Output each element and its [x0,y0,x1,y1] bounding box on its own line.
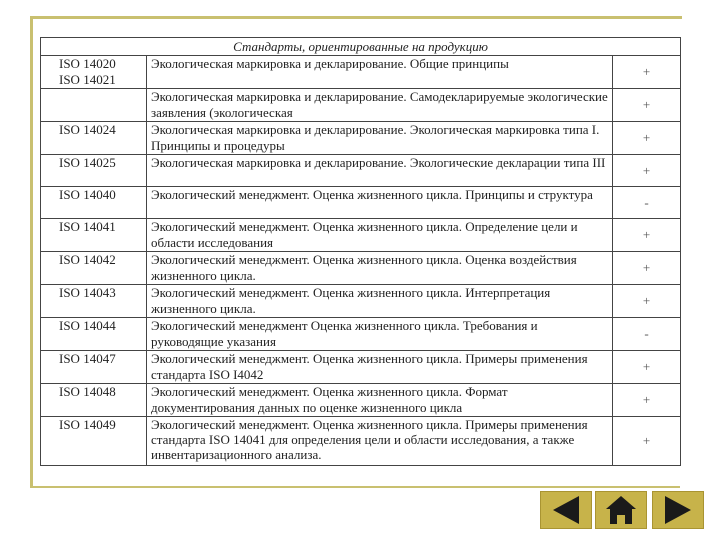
applicability-mark: + [613,252,681,285]
next-slide-button[interactable] [652,491,704,529]
table-row [41,285,681,318]
table-row [41,252,681,285]
table-body [41,56,681,466]
standard-code: ISO 14025 [41,155,147,187]
standard-code: ISO 14047 [41,351,147,384]
standard-code: ISO 14040 [41,187,147,219]
standard-code: ISO 14041 [41,219,147,252]
standard-title: Экологический менеджмент. Оценка жизненного цикла. Интерпретация жизненного цикла. [147,285,613,318]
table-row [41,187,681,219]
standard-title: Экологический менеджмент. Оценка жизненного цикла. Примеры применения стандарта ISO I4042 [147,351,613,384]
slide-frame-bottom [30,486,680,488]
triangle-left-icon [541,492,591,528]
table-header: Стандарты, ориентированные на продукцию [41,38,681,56]
home-button[interactable] [595,491,647,529]
applicability-mark: + [613,155,681,187]
table-row [41,384,681,417]
applicability-mark: - [613,318,681,351]
table-row [41,417,681,466]
standard-code: ISO 14048 [41,384,147,417]
standard-title: Экологический менеджмент. Оценка жизненного цикла. Принципы и структура [147,187,613,219]
slide-frame-top [30,16,682,19]
standard-title: Экологический менеджмент. Оценка жизненного цикла. Оценка воздействия жизненного цикла. [147,252,613,285]
standard-title: Экологическая маркировка и декларирование. Самодекларируемые экологические заявления (экологическая [147,89,613,122]
applicability-mark: + [613,384,681,417]
table-row [41,122,681,155]
standard-title: Экологический менеджмент. Оценка жизненного цикла. Определение цели и области исследования [147,219,613,252]
standard-code: ISO 14042 [41,252,147,285]
triangle-right-icon [653,492,703,528]
standard-code: ISO 14024 [41,122,147,155]
prev-slide-button[interactable] [540,491,592,529]
table-row [41,56,681,89]
standard-code: ISO 14049 [41,417,147,466]
standard-title: Экологическая маркировка и декларирование. Общие принципы [147,56,613,89]
standard-title: Экологический менеджмент Оценка жизненного цикла. Требования и руководящие указания [147,318,613,351]
table-row [41,89,681,122]
table-row [41,318,681,351]
standard-title: Экологическая маркировка и декларирование. Экологическая маркировка типа I. Принципы и процедуры [147,122,613,155]
standard-title: Экологический менеджмент. Оценка жизненного цикла. Формат документирования данных по оценке жизненного цикла [147,384,613,417]
slide-frame-left [30,16,33,486]
house-icon [596,492,646,528]
applicability-mark: + [613,122,681,155]
applicability-mark: + [613,417,681,466]
standard-code: ISO 14044 [41,318,147,351]
applicability-mark: - [613,187,681,219]
standard-code: ISO 14020 ISO 14021 [41,56,147,89]
standard-code [41,89,147,122]
table-row [41,219,681,252]
applicability-mark: + [613,285,681,318]
applicability-mark: + [613,56,681,89]
standard-code: ISO 14043 [41,285,147,318]
applicability-mark: + [613,351,681,384]
standard-title: Экологическая маркировка и декларирование. Экологические декларации типа III [147,155,613,187]
table-row [41,351,681,384]
applicability-mark: + [613,89,681,122]
standard-title: Экологический менеджмент. Оценка жизненного цикла. Примеры применения стандарта ISO 14041 для определения цели и области исследования, а также инвентаризационного анализа. [147,417,613,466]
table-row [41,155,681,187]
standards-table [40,37,681,466]
applicability-mark: + [613,219,681,252]
